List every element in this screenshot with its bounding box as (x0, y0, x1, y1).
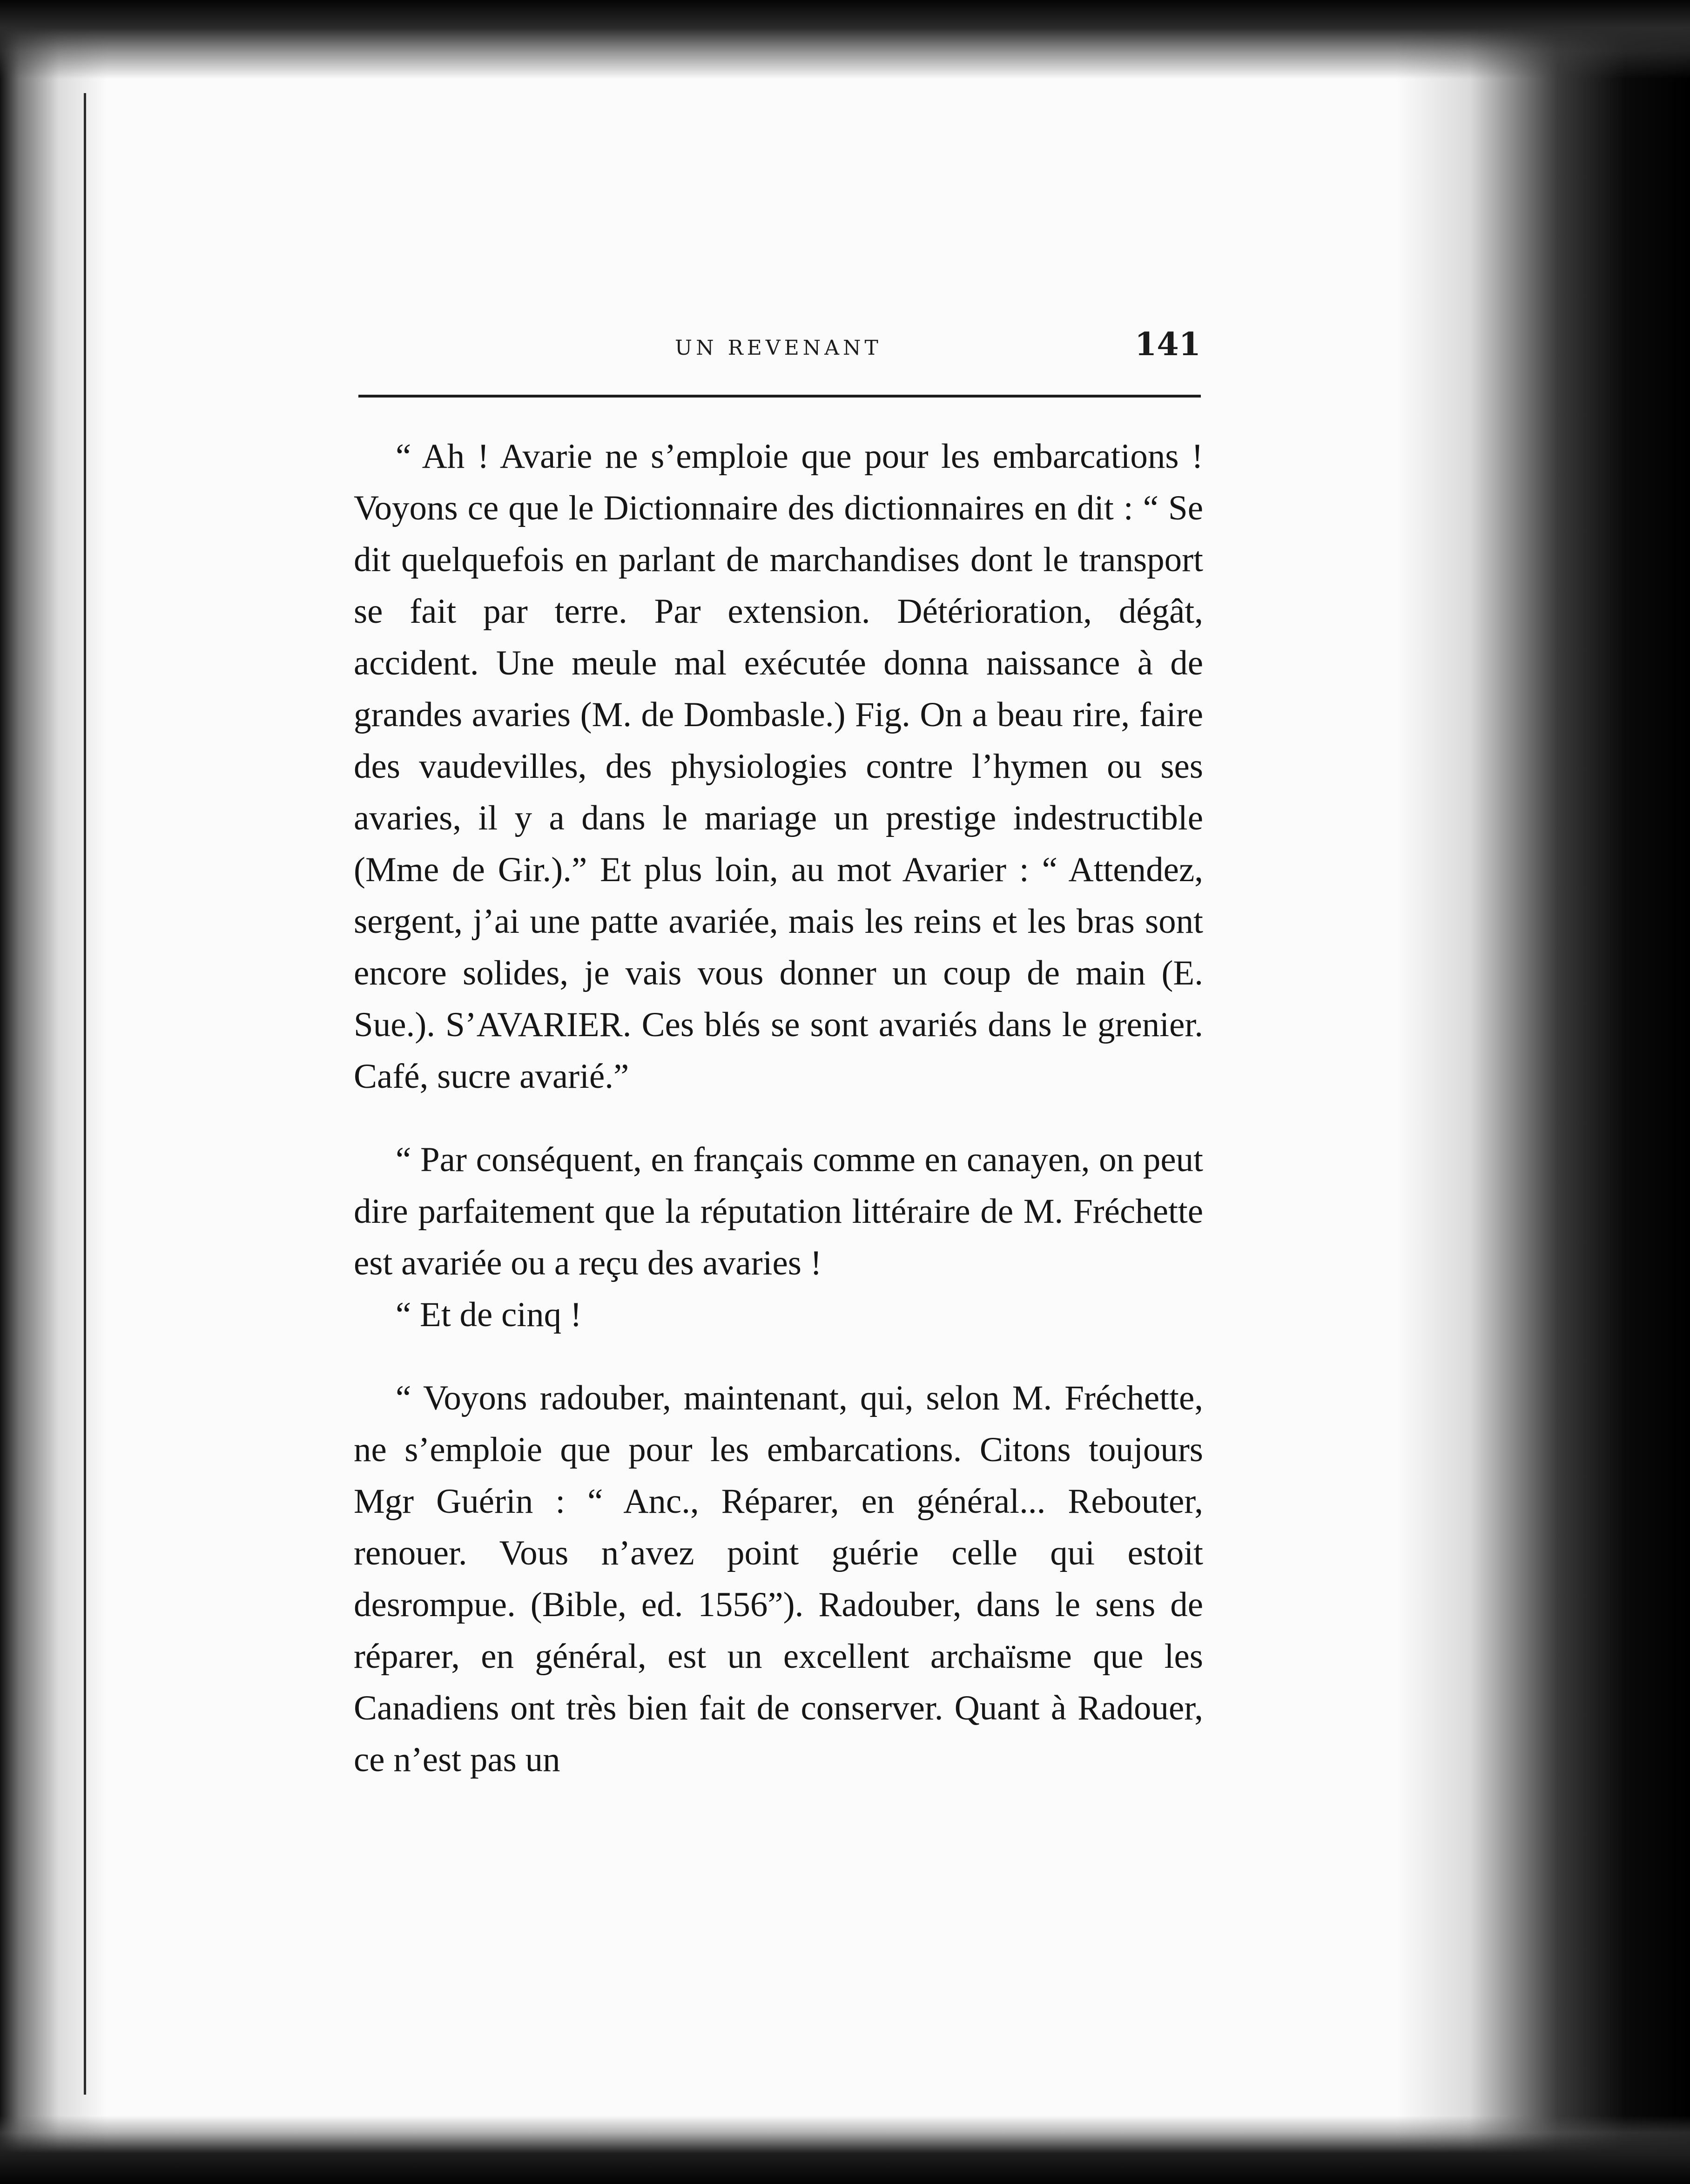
binding-edge-line (84, 93, 86, 2095)
left-scan-shadow (0, 0, 107, 2184)
header-rule (358, 395, 1201, 398)
running-title: UN REVENANT (675, 336, 882, 360)
right-scan-shadow (1396, 0, 1690, 2184)
page-number: 141 (1135, 326, 1201, 363)
paragraph-avarie: “ Ah ! Avarie ne s’emploie que pour les embarcations ! Voyons ce que le Dictionnaire des dictionnaires en dit : “ Se dit quelquefois en parlant de marchandises dont le transport se fait par terre. Par extension. Détérioration, dégât, accident. Une meule mal exécutée donna naissance à de grandes avaries (M. de Dombasle.) Fig. On a beau rire, faire des vaudevilles, des physiologies contre l’hymen ou ses avaries, il y a dans le mariage un prestige indestructible (Mme de Gir.).” Et plus loin, au mot Avarier : “ Attendez, sergent, j’ai une patte avariée, mais les reins et les bras sont encore solides, je vais vous donner un coup de main (E. Sue.). S’AVARIER. Ces blés se sont avariés dans le grenier. Café, sucre avarié.” (354, 437, 1203, 1096)
paragraph-radouber: “ Voyons radouber, maintenant, qui, selon M. Fréchette, ne s’emploie que pour les embarcations. Citons toujours Mgr Guérin : “ Anc., Réparer, en général... Rebouter, renouer. Vous n’avez point guérie celle qui estoit desrompue. (Bible, ed. 1556”). Radouber, dans le sens de réparer, en général, est un excellent archaïsme que les Canadiens ont très bien fait de conserver. Quant à Radouer, ce n’est pas un (354, 1379, 1203, 1779)
bottom-scan-shadow (0, 2116, 1690, 2184)
paragraph-consequence: “ Par conséquent, en français comme en canayen, on peut dire parfaitement que la réputation littéraire de M. Fréchette est avariée ou a reçu des avaries ! (354, 1140, 1203, 1282)
top-scan-shadow (0, 0, 1690, 79)
page-body (354, 431, 1203, 1786)
page-header (358, 326, 1201, 377)
paragraph-et-de-cinq: “ Et de cinq ! (396, 1295, 582, 1334)
